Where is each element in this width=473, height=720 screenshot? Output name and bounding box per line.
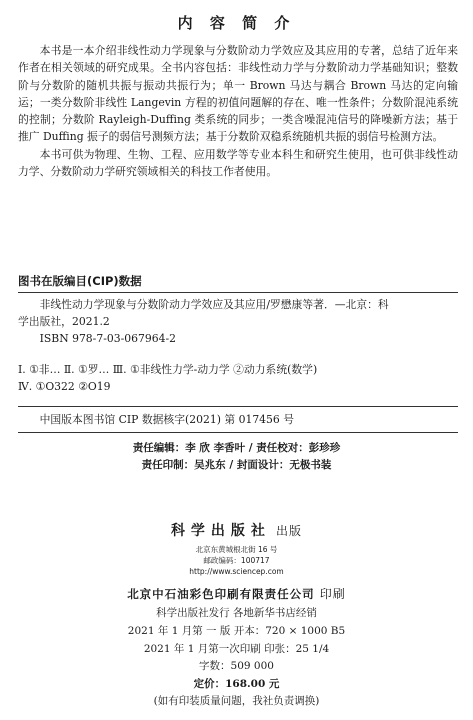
publisher-postcode: 邮政编码：100717 bbox=[203, 556, 270, 565]
printer-suffix: 印刷 bbox=[319, 587, 346, 601]
cip-heading: 图书在版编目(CIP)数据 bbox=[18, 274, 142, 288]
credits-production: 责任印制：吴兆东 / 封面设计：无极书装 bbox=[141, 459, 332, 471]
cip-record: 中国版本图书馆 CIP 数据核字(2021) 第 017456 号 bbox=[39, 413, 295, 426]
cip-title-line-2: 学出版社，2021.2 bbox=[18, 315, 110, 328]
credits-block bbox=[0, 440, 473, 474]
printer-name: 北京中石油彩色印刷有限责任公司 bbox=[127, 587, 315, 601]
cip-record-block bbox=[18, 411, 458, 428]
word-count: 字数：509 000 bbox=[199, 660, 274, 672]
content-summary bbox=[18, 42, 458, 180]
publisher-name: 科学出版社 bbox=[170, 523, 271, 539]
cip-bottom-rule bbox=[18, 406, 458, 407]
printing-line: 2021 年 1 月第一次印刷 印张：25 1/4 bbox=[143, 642, 330, 655]
publisher-address: 北京东黄城根北街 16 号 bbox=[195, 545, 278, 554]
price: 定价：168.00 元 bbox=[193, 677, 280, 690]
cip-title-line-1: 非线性动力学现象与分数阶动力学效应及其应用/罗懋康等著．—北京：科 bbox=[39, 298, 389, 311]
cip-classification-2: Ⅳ. ①O322 ②O19 bbox=[18, 380, 111, 393]
distribution-line: 科学出版社发行 各地新华书店经销 bbox=[156, 607, 317, 619]
cip-isbn: ISBN 978-7-03-067964-2 bbox=[39, 332, 176, 345]
summary-paragraph-2: 本书可供为物理、生物、工程、应用数学等专业本科生和研究生使用，也可供非线性动力学、分数阶动力学研究领域相关的科技工作者使用。 bbox=[18, 147, 458, 179]
publisher-block bbox=[0, 520, 473, 620]
page-title: 内 容 简 介 bbox=[177, 14, 296, 32]
credits-editors: 责任编辑：李 欣 李香叶 / 责任校对：彭珍珍 bbox=[132, 442, 341, 454]
cip-classification-1: Ⅰ. ①非… Ⅱ. ①罗… Ⅲ. ①非线性力学-动力学 ②动力系统(数学) bbox=[18, 363, 318, 376]
credits-rule bbox=[18, 432, 458, 433]
cip-block bbox=[18, 296, 458, 395]
edition-line: 2021 年 1 月第 一 版 开本：720 × 1000 B5 bbox=[127, 625, 346, 637]
print-specs bbox=[0, 623, 473, 711]
summary-paragraph-1: 本书是一本介绍非线性动力学现象与分数阶动力学效应及其应用的专著，总结了近年来作者在相关领域的研究成果。全书内容包括：非线性动力学与分数阶动力学基础知识；整数阶与分数阶的随机共振与振动共振行为；单一 Brown 马达与耦合 Brown 马达的定向输运；一类分数阶非线性 Langevin 方程的初值问题解的存在、唯一性条件；分数阶混沌系统的控制；分数阶 Rayleigh-Duffing 类系统的同步；一类含噪混沌信号的降噪新方法；基于推广 Duffing 振子的弱信号测频方法；基于分数阶双稳系统随机共振的弱信号检测方法。 bbox=[18, 44, 458, 144]
publisher-suffix: 出版 bbox=[276, 524, 303, 538]
cip-top-rule bbox=[18, 292, 458, 293]
publisher-website: http://www.sciencep.com bbox=[189, 567, 284, 576]
quality-note: (如有印装质量问题，我社负责调换) bbox=[153, 695, 320, 707]
